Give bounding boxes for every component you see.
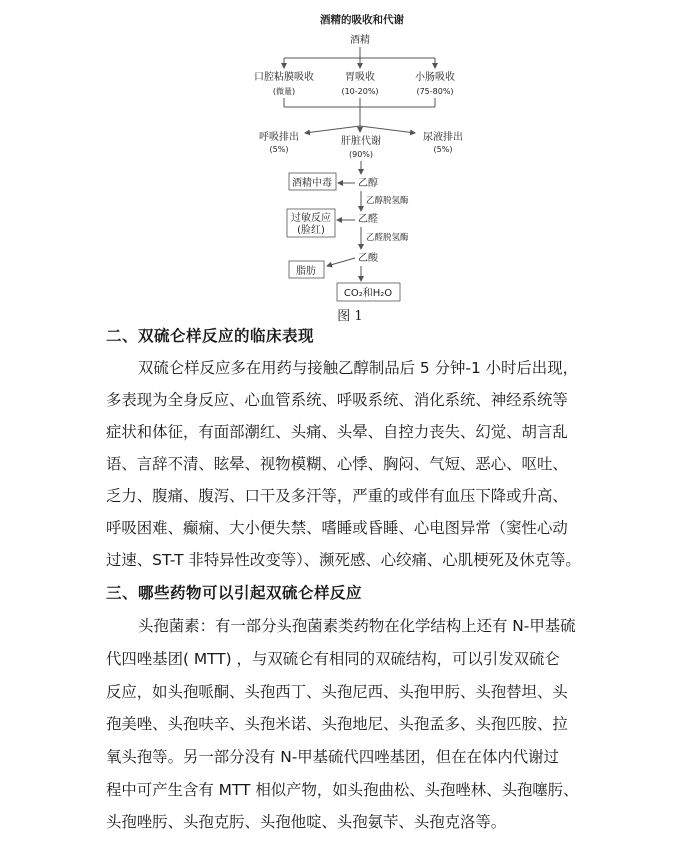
section2-line-7: 过速、ST-T 非特异性改变等）、濒死感、心绞痛、心肌梗死及休克等。 <box>106 551 581 569</box>
section3-line-1: 头孢菌素：有一部分头孢菌素类药物在化学结构上还有 N-甲基硫 <box>138 617 576 635</box>
figure-label: 图 1 <box>337 309 363 324</box>
absorption-intestine: 小肠吸收 <box>415 72 455 83</box>
section2-line-3: 症状和体征，有面部潮红、头痛、头晕、自控力丧失、幻觉、胡言乱 <box>106 423 568 441</box>
excretion-breath-pct: (5%) <box>269 145 289 154</box>
excretion-urine-pct: (5%) <box>433 145 453 154</box>
absorption-intestine-pct: (75-80%) <box>416 87 454 96</box>
section2-line-4: 语、言辞不清、眩晕、视物模糊、心悸、胸闷、气短、恶心、呕吐、 <box>106 455 568 473</box>
section3-line-5: 氧头孢等。另一部分没有 N-甲基硫代四唑基团，但在在体内代谢过 <box>106 748 559 766</box>
section3-line-4: 孢美唑、头孢呋辛、头孢米诺、头孢地尼、头孢孟多、头孢匹胺、拉 <box>106 715 568 733</box>
enzyme-adh: 乙醇脱氢酶 <box>366 196 409 206</box>
side-box-intoxication: 酒精中毒 <box>292 178 332 189</box>
section2-line-5: 乏力、腹痛、腹泻、口干及多汗等，严重的或伴有血压下降或升高、 <box>106 487 568 505</box>
section3-heading: 三、哪些药物可以引起双硫仑样反应 <box>106 584 363 602</box>
absorption-oral-pct: (微量) <box>272 87 296 96</box>
enzyme-aldh: 乙醛脱氢酶 <box>366 233 409 243</box>
section3-line-2: 代四唑基团( MTT) ，与双硫仑有相同的双硫结构，可以引发双硫仑 <box>106 650 560 668</box>
chain-acetaldehyde: 乙醛 <box>358 214 378 225</box>
section2-heading: 二、双硫仑样反应的临床表现 <box>106 327 315 345</box>
excretion-urine: 尿液排出 <box>423 132 463 143</box>
chain-co2-h2o: CO₂和H₂O <box>343 288 393 299</box>
section3-line-3: 反应，如头孢哌酮、头孢西丁、头孢尼西、头孢甲肟、头孢替坦、头 <box>106 683 568 701</box>
excretion-liver: 肝脏代谢 <box>341 136 381 147</box>
absorption-stomach: 胃吸收 <box>345 72 375 83</box>
section2-line-1: 双硫仑样反应多在用药与接触乙醇制品后 5 分钟-1 小时后出现， <box>138 359 578 377</box>
absorption-oral: 口腔粘膜吸收 <box>254 72 314 83</box>
section2-line-6: 呼吸困难、癫痫、大小便失禁、嗜睡或昏睡、心电图异常（窦性心动 <box>106 519 568 537</box>
excretion-breath: 呼吸排出 <box>259 132 299 143</box>
root-node: 酒精 <box>350 35 370 46</box>
side-box-allergy: 过敏反应 <box>291 213 331 224</box>
chain-ethanol: 乙醇 <box>358 178 378 189</box>
section2-line-2: 多表现为全身反应、心血管系统、呼吸系统、消化系统、神经系统等 <box>106 391 568 409</box>
section3-line-7: 头孢唑肟、头孢克肟、头孢他啶、头孢氨苄、头孢克洛等。 <box>106 813 507 831</box>
side-box-allergy-sub: (脸红) <box>297 225 325 236</box>
alcohol-metabolism-diagram <box>0 0 700 320</box>
side-box-fat: 脂肪 <box>296 266 316 277</box>
excretion-liver-pct: (90%) <box>348 150 374 159</box>
absorption-stomach-pct: (10-20%) <box>341 87 379 96</box>
diagram-title: 酒精的吸收和代谢 <box>320 14 404 26</box>
chain-acetic-acid: 乙酸 <box>358 253 378 264</box>
section3-line-6: 程中可产生含有 MTT 相似产物，如头孢曲松、头孢唑林、头孢噻肟、 <box>106 781 579 799</box>
